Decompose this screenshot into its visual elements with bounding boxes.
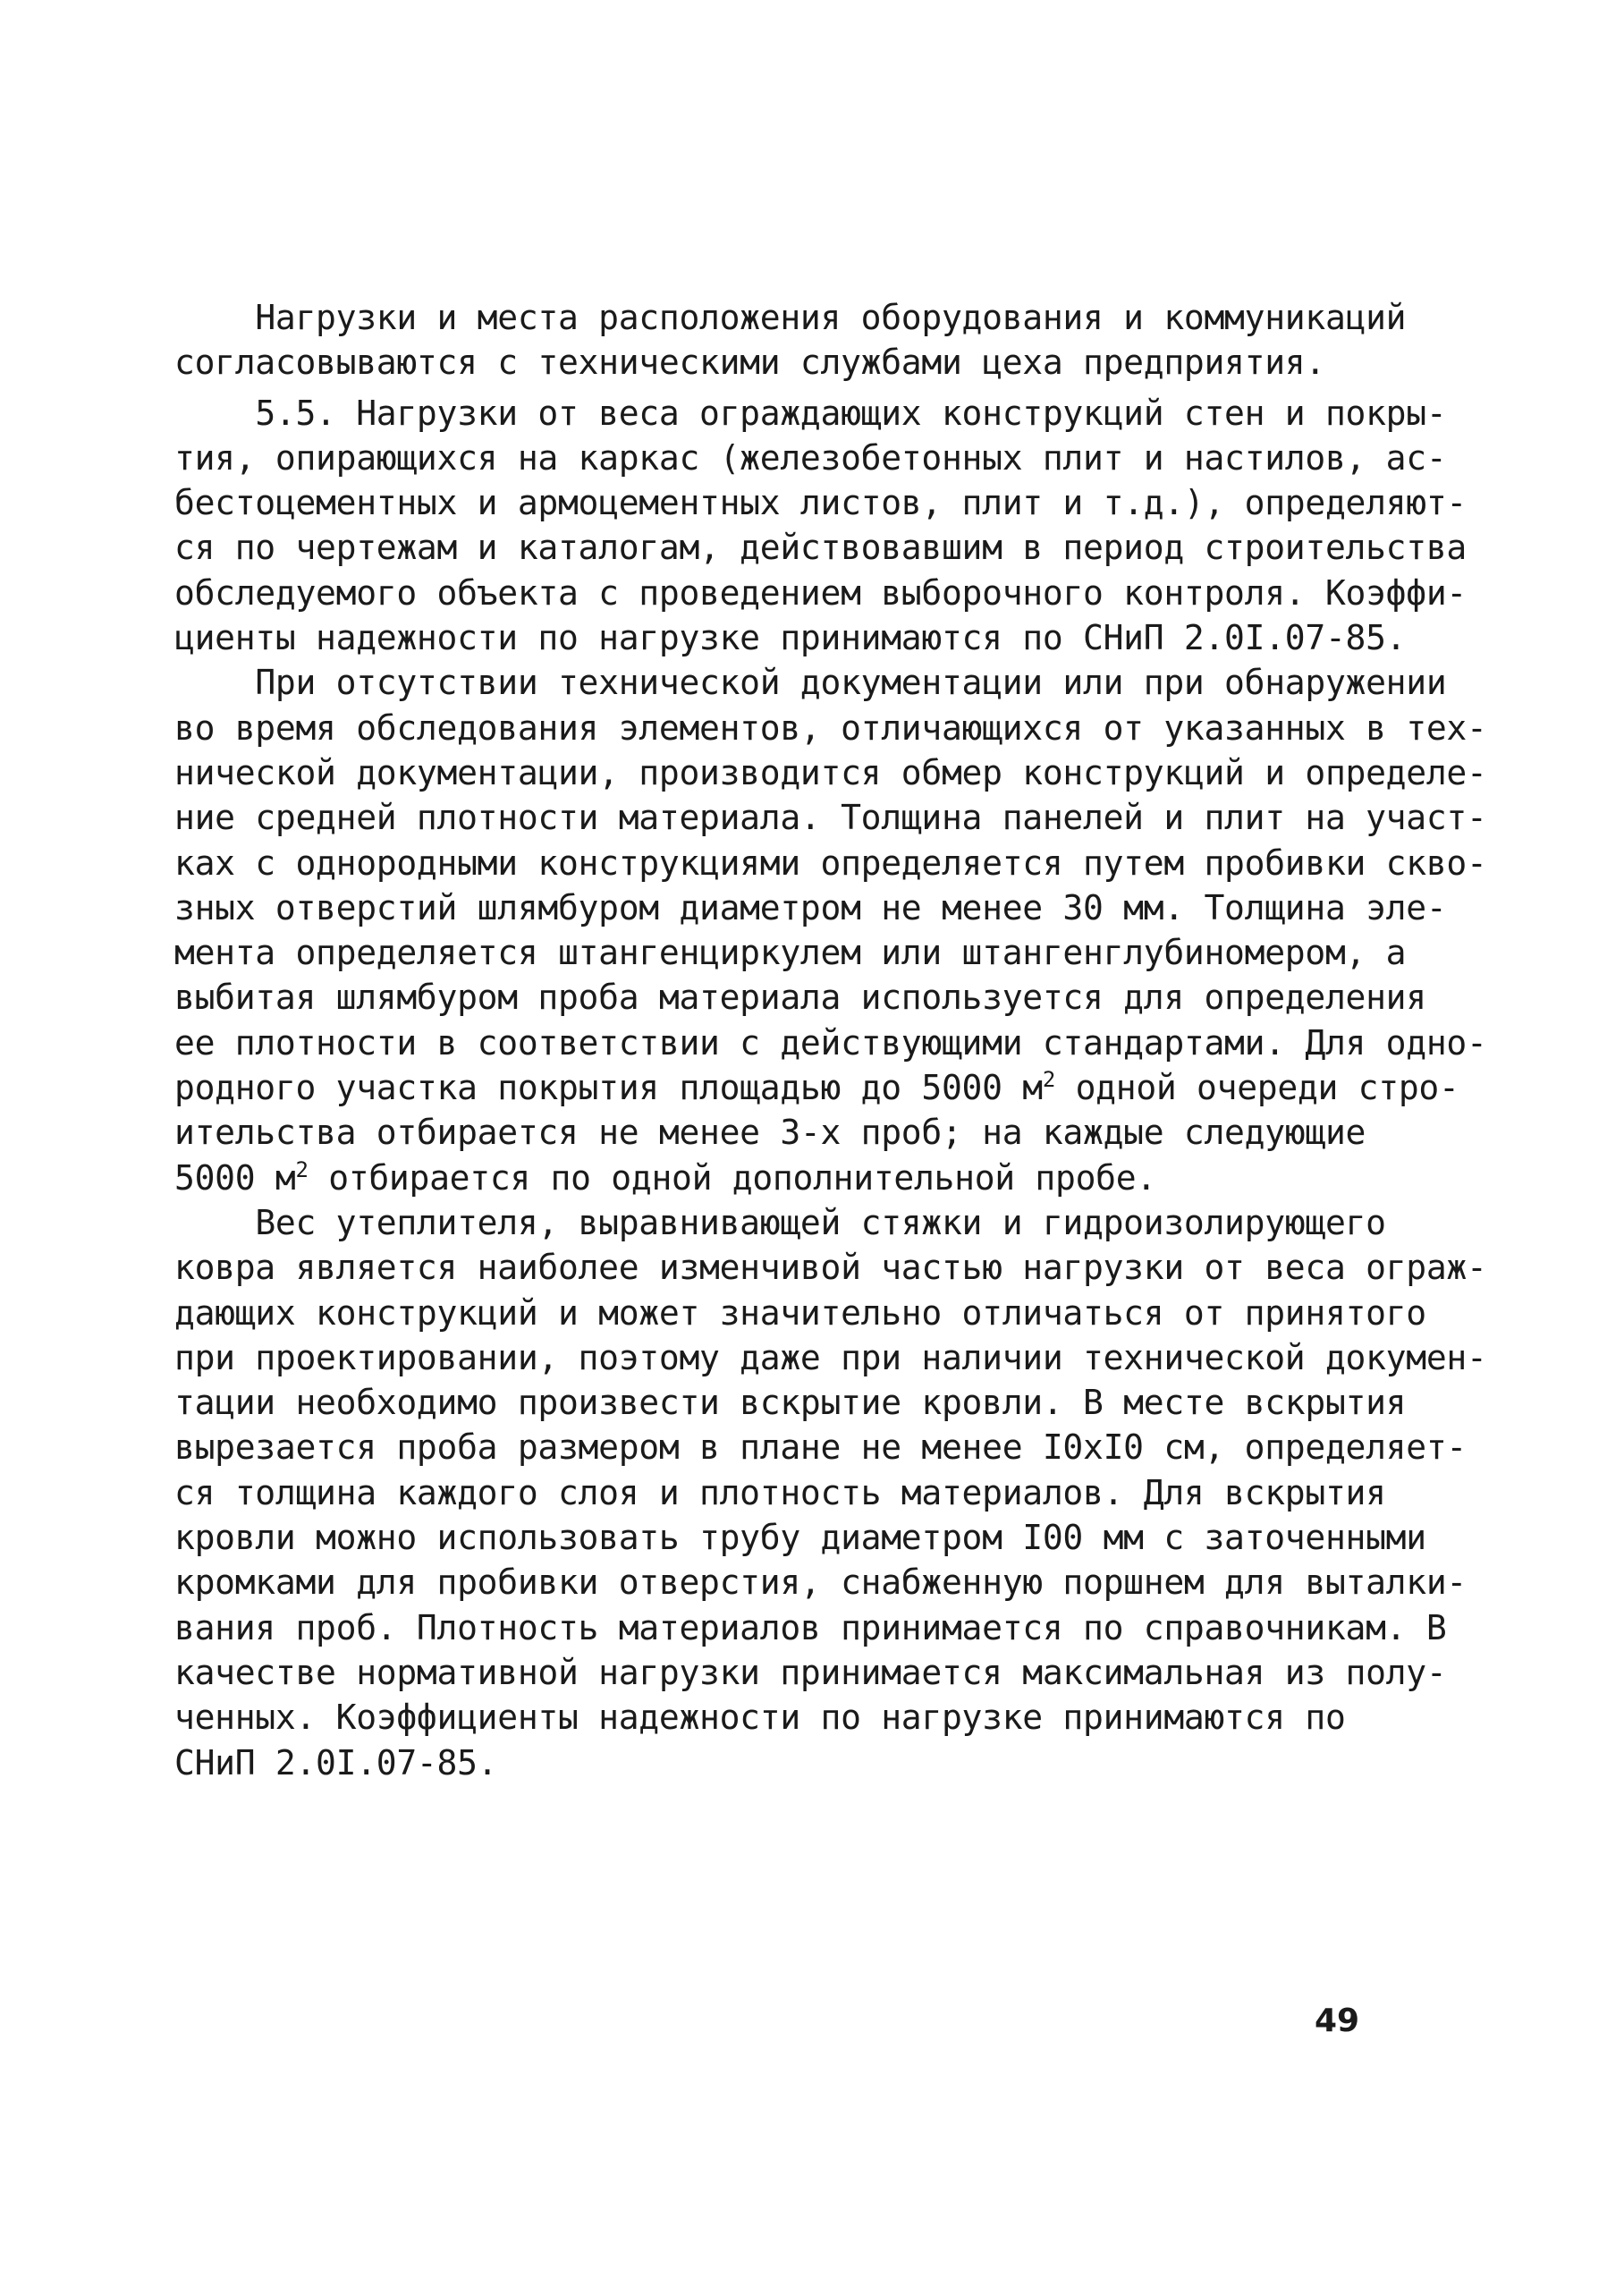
text-line-content: вырезается проба размером в плане не менее I0xI0 см, определяет- — [174, 1427, 1467, 1468]
text-line — [174, 1110, 1426, 1155]
text-line-content: кромками для пробивки отверстия, снабженную поршнем для выталки- — [174, 1562, 1467, 1603]
text-line-content: при проектировании, поэтому даже при наличии технической докумен- — [174, 1337, 1487, 1377]
text-line-content: циенты надежности по нагрузке принимаются по СНиП 2.0I.07-85. — [174, 618, 1407, 658]
text-line — [174, 750, 1487, 795]
text-line — [174, 975, 1426, 1020]
text-line — [174, 1291, 1426, 1335]
text-line — [174, 295, 1426, 340]
text-line — [174, 1515, 1426, 1560]
text-line — [174, 1605, 1447, 1650]
text-line-content: ченных. Коэффициенты надежности по нагрузке принимаются по — [174, 1698, 1346, 1738]
text-line — [174, 1335, 1487, 1380]
text-line-content: тации необходимо произвести вскрытие кровли. В месте вскрытия — [174, 1383, 1407, 1423]
text-line-content: 5000 м — [174, 1157, 296, 1198]
text-line-content: кровли можно использовать трубу диаметром I00 мм с заточенными — [174, 1518, 1426, 1558]
text-line-content: ковра является наиболее изменчивой частью нагрузки от веса ограж- — [174, 1248, 1487, 1288]
text-line-content: мента определяется штангенциркулем или штангенглубиномером, а — [174, 933, 1407, 973]
text-line — [174, 1470, 1426, 1515]
text-line — [174, 1156, 1426, 1200]
text-line — [174, 1200, 1426, 1245]
text-line-continuation: отбирается по одной дополнительной пробе. — [308, 1157, 1156, 1198]
text-line — [174, 615, 1426, 660]
text-line — [174, 1425, 1467, 1469]
text-line-content: ее плотности в соответствии с действующими стандартами. Для одно- — [174, 1022, 1487, 1063]
text-line-content: родного участка покрытия площадью до 5000 м — [174, 1068, 1043, 1108]
text-line — [174, 1560, 1467, 1605]
text-line — [174, 1650, 1447, 1695]
text-line-content: качестве нормативной нагрузки принимается максимальная из полу- — [174, 1652, 1447, 1692]
page-number: 49 — [1315, 2003, 1360, 2039]
text-line-content: ках с однородными конструкциями определяется путем пробивки скво- — [174, 843, 1487, 883]
text-line — [174, 1245, 1487, 1290]
text-line — [174, 391, 1447, 436]
text-line-content: ся по чертежам и каталогам, действовавшим в период строительства — [174, 528, 1467, 568]
text-line-content: бестоцементных и армоцементных листов, плит и т.д.), определяют- — [174, 483, 1467, 523]
text-line-content: выбитая шлямбуром проба материала используется для определения — [174, 978, 1426, 1018]
body-text — [174, 295, 1487, 1785]
text-line-content: ся толщина каждого слоя и плотность материалов. Для вскрытия — [174, 1472, 1386, 1512]
text-line — [174, 480, 1467, 525]
text-line — [174, 1020, 1487, 1065]
text-line-content: тия, опирающихся на каркас (железобетонных плит и настилов, ас- — [174, 437, 1447, 478]
text-line-content: зных отверстий шлямбуром диаметром не менее 30 мм. Толщина эле- — [174, 887, 1447, 927]
text-line-content: 5.5. Нагрузки от веса ограждающих конструкций стен и покры- — [255, 393, 1447, 433]
text-line-content: дающих конструкций и может значительно отличаться от принятого — [174, 1292, 1426, 1333]
text-line-content: согласовываются с техническими службами цеха предприятия. — [174, 343, 1325, 383]
text-line-content: СНиП 2.0I.07-85. — [174, 1742, 498, 1783]
text-line-content: нической документации, производится обмер конструкций и определе- — [174, 752, 1487, 792]
text-line — [174, 571, 1467, 615]
text-line — [174, 1695, 1426, 1740]
text-line-content: Вес утеплителя, выравнивающей стяжки и гидроизолирующего — [255, 1202, 1386, 1242]
text-line — [174, 1380, 1426, 1425]
superscript: 2 — [1042, 1067, 1056, 1093]
text-line — [174, 1740, 1426, 1785]
text-line-content: При отсутствии технической документации или при обнаружении — [255, 663, 1447, 703]
text-line — [174, 436, 1447, 480]
text-line-content: Нагрузки и места расположения оборудования и коммуникаций — [255, 298, 1407, 337]
text-line-content: ительства отбирается не менее 3-х проб; на каждые следующие — [174, 1113, 1366, 1153]
text-line — [174, 1065, 1459, 1110]
text-line-content: вания проб. Плотность материалов принимается по справочникам. В — [174, 1607, 1447, 1647]
text-line-content: ние средней плотности материала. Толщина панелей и плит на участ- — [174, 798, 1487, 838]
superscript: 2 — [295, 1156, 309, 1182]
text-line — [174, 841, 1487, 885]
text-line — [174, 795, 1487, 840]
text-line-continuation: одной очереди стро- — [1055, 1068, 1459, 1108]
text-line — [174, 930, 1426, 975]
text-line — [174, 660, 1447, 705]
text-line — [174, 340, 1426, 385]
text-line-content: во время обследования элементов, отличающихся от указанных в тех- — [174, 707, 1487, 748]
text-line — [174, 706, 1487, 750]
text-line — [174, 525, 1467, 570]
text-line — [174, 885, 1447, 930]
text-line-content: обследуемого объекта с проведением выборочного контроля. Коэффи- — [174, 572, 1467, 613]
